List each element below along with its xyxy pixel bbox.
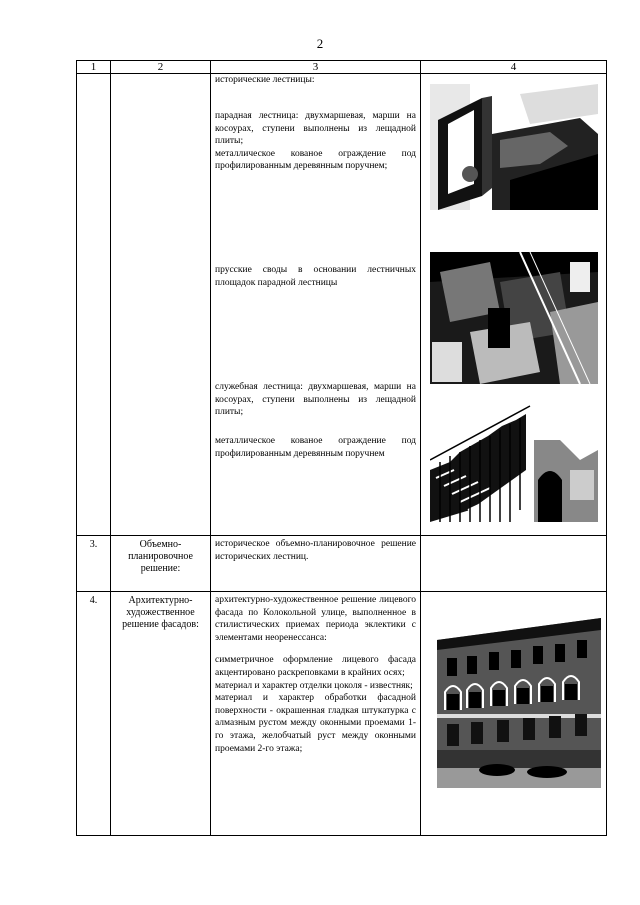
table-row-3: [77, 536, 607, 592]
facade-surface: материал и характер обработки фасадной поверхности - окрашенная гладкая штукатурка с алмазным рустом между оконными проемами 1-го этажа, желобчатый руст между оконными проемами 2-го этажа;: [215, 693, 416, 754]
page-number: 2: [316, 36, 324, 51]
row-description: [211, 592, 421, 836]
row-name: Архитектурно-художественное решение фасадов:: [111, 592, 211, 836]
main-stair-railing-text: металлическое кованое ограждение под профилированным деревянным поручнем;: [215, 148, 416, 172]
service-stair-railing-text: металлическое кованое ограждение под профилированным деревянным поручнем: [215, 436, 416, 459]
service-staircase-photo: [430, 400, 598, 522]
main-staircase-photo: [430, 84, 598, 210]
row-number: 4.: [77, 592, 111, 836]
row-photo-empty: [421, 536, 607, 592]
row-description: [211, 74, 421, 536]
table-row-4: [77, 592, 607, 836]
heritage-table: [76, 60, 607, 836]
header-col-2: 2: [111, 61, 211, 74]
main-stair-text: парадная лестница: двухмаршевая, марши на косоурах, ступени выполнены из лещадной плиты;: [215, 111, 416, 147]
table-header-row: [77, 61, 607, 74]
header-col-3: 3: [211, 61, 421, 74]
service-stair-text: служебная лестница: двухмаршевая, марши на косоурах, ступени выполнены из лещадной плиты;: [215, 382, 416, 418]
row-name: [111, 74, 211, 536]
row-photos: [421, 592, 607, 836]
facade-plinth: материал и характер отделки цоколя - известняк;: [215, 680, 413, 691]
prussian-vaults-photo: [430, 252, 598, 384]
facade-photo: [437, 610, 601, 788]
row-name: Объемно-планировочное решение:: [111, 536, 211, 592]
header-col-4: 4: [421, 61, 607, 74]
row-number: [77, 74, 111, 536]
stairs-heading: исторические лестницы:: [215, 75, 315, 85]
row-description: [211, 536, 421, 592]
facade-symmetry: симметричное оформление лицевого фасада акцентировано раскреповками в крайних осях;: [215, 655, 416, 678]
table-row-stairs: [77, 74, 607, 536]
prussian-vaults-text: прусские своды в основании лестничных площадок парадной лестницы: [215, 265, 416, 288]
row3-text: историческое объемно-планировочное решение исторических лестниц.: [215, 539, 416, 562]
header-col-1: 1: [77, 61, 111, 74]
row-photos: [421, 74, 607, 536]
facade-intro: архитектурно-художественное решение лицевого фасада по Колокольной улице, выполненное в стилистических приемах периода эклектики с элементами неоренессанса:: [215, 595, 416, 643]
row-number: 3.: [77, 536, 111, 592]
